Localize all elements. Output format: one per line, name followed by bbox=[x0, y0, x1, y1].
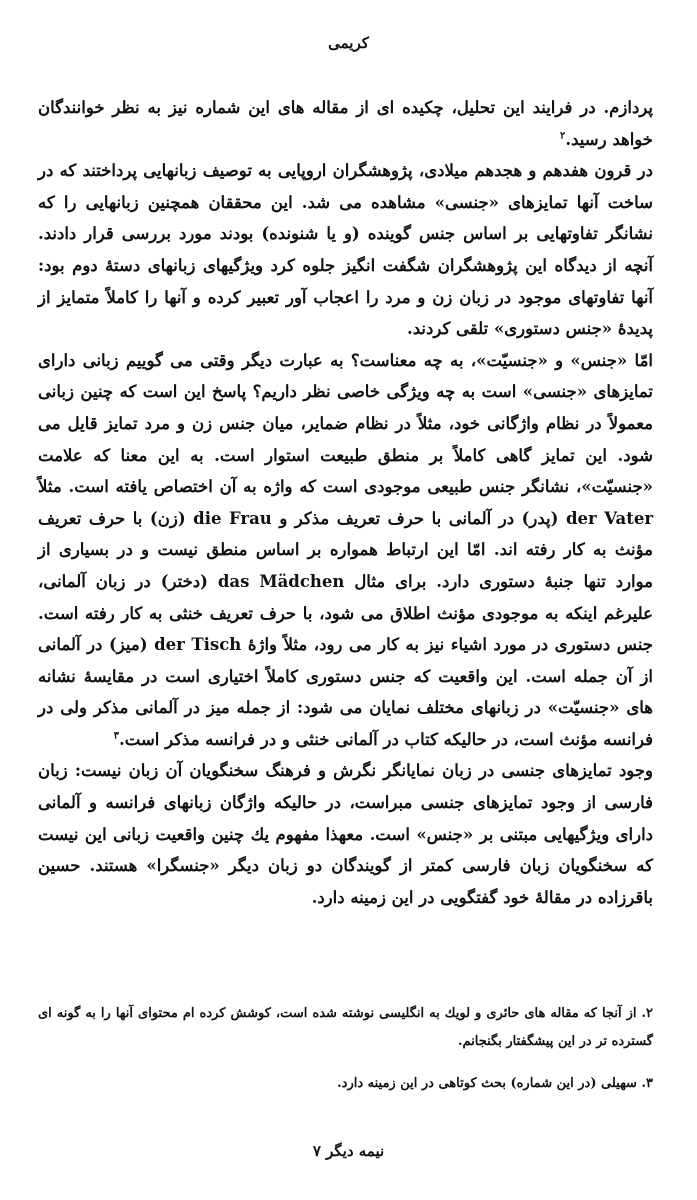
paragraph: وجود تمایزهای جنسی در زبان نمایانگر نگرش و فرهنگ سخنگویان آن زبان نیست: زبان فارسی از وجود تمایزهای جنسی مبراست، در حالیکه واژگان زبانهای فرانسه و آلمانی دارای ویژگیهایی مبتنی بر «جنس» است. معهذا مفهوم یك چنین واقعیت زبانی این نیست که سخنگویان زبان فارسی کمتر از گویندگان دو زبان دیگر «جنسگرا» هستند. حسین باقرزاده در مقالهٔ خود گفتگویی در این زمینه دارد. bbox=[38, 761, 653, 907]
paragraph bbox=[38, 345, 653, 756]
footnotes bbox=[38, 1000, 653, 1112]
paragraph-text: پردازم. در فرایند این تحلیل، چکیده ای از مقاله های این شماره نیز به نظر خوانندگان خواهد رسید. bbox=[38, 98, 653, 149]
paragraph: در قرون هفدهم و هجدهم میلادی، پژوهشگران اروپایی به توصیف زبانهایی پرداختند که در ساخت آنها تمایزهای «جنسی» مشاهده می شد. این محققان همچنین زبانهایی را که نشانگر تفاوتهایی بر اساس جنس گوینده (و یا شنونده) بودند مورد بررسی قرار دادند. آنچه از دیدگاه این پژوهشگران شگفت انگیز جلوه کرد ویژگیهای زبانهای دستهٔ دوم بود: آنها تفاوتهای موجود در زبان زن و مرد را اعجاب آور تعبیر کرده و آنها را کاملاً متمایز از پدیدهٔ «جنس دستوری» تلقی کردند. bbox=[38, 161, 653, 339]
footnote: ۳. سهیلی (در این شماره) بحث کوتاهی در این زمینه دارد. bbox=[337, 1076, 653, 1091]
body-text bbox=[38, 92, 653, 913]
paragraph bbox=[38, 92, 653, 155]
paragraph-text: امّا «جنس» و «جنسیّت»، به چه معناست؟ به عبارت دیگر وقتی می گوییم زبانی دارای تمایزهای «جنسی» است به چه ویژگی خاصی نظر داریم؟ پاسخ این است که چنین زبانی معمولاً در نظام واژگانی خود، مثلاً در نظام ضمایر، میان جنس زن و مرد تمایز قایل می شود. این تمایز گاهی کاملاً بر منطق طبیعت استوار است. به این معنا که علامت «جنسیّت»، نشانگر جنس طبیعی موجودی است که واژه به آن اختصاص یافته است. مثلاً der Vater (پدر) در آلمانی با حرف تعریف مذکر و die Frau (زن) با حرف تعریف مؤنث به کار رفته اند. امّا این ارتباط همواره بر اساس منطق نیست و در بسیاری از موارد تنها جنبهٔ دستوری دارد. برای مثال das Mädchen (دختر) در زبان آلمانی، علیرغم اینکه به موجودی مؤنث اطلاق می شود، با حرف تعریف خنثی به کار رفته است. جنس دستوری در مورد اشیاء نیز به کار می رود، مثلاً واژهٔ der Tisch (میز) در آلمانی از آن جمله است. این واقعیت که جنس دستوری کاملاً اختیاری است در مقایسهٔ نشانه های «جنسیّت» در زبانهای مختلف نمایان می شود: از جمله میز در آلمانی مذکر ولی در فرانسه مؤنث است، در حالیکه کتاب در آلمانی خنثی و در فرانسه مذکر است. bbox=[38, 350, 654, 749]
running-head-author: کریمی bbox=[328, 34, 369, 52]
footnote-ref: ۳ bbox=[113, 730, 119, 742]
page-folio: نیمه دیگر ۷ bbox=[312, 1142, 385, 1160]
footnote-ref: ۲ bbox=[560, 130, 566, 142]
footnote: ۲. از آنجا که مقاله های حائری و لویك به انگلیسی نوشته شده است، کوشش کرده ام محتوای آنها را به گونه ای گسترده تر در این پیشگفتار بگنجانم. bbox=[38, 1006, 653, 1049]
